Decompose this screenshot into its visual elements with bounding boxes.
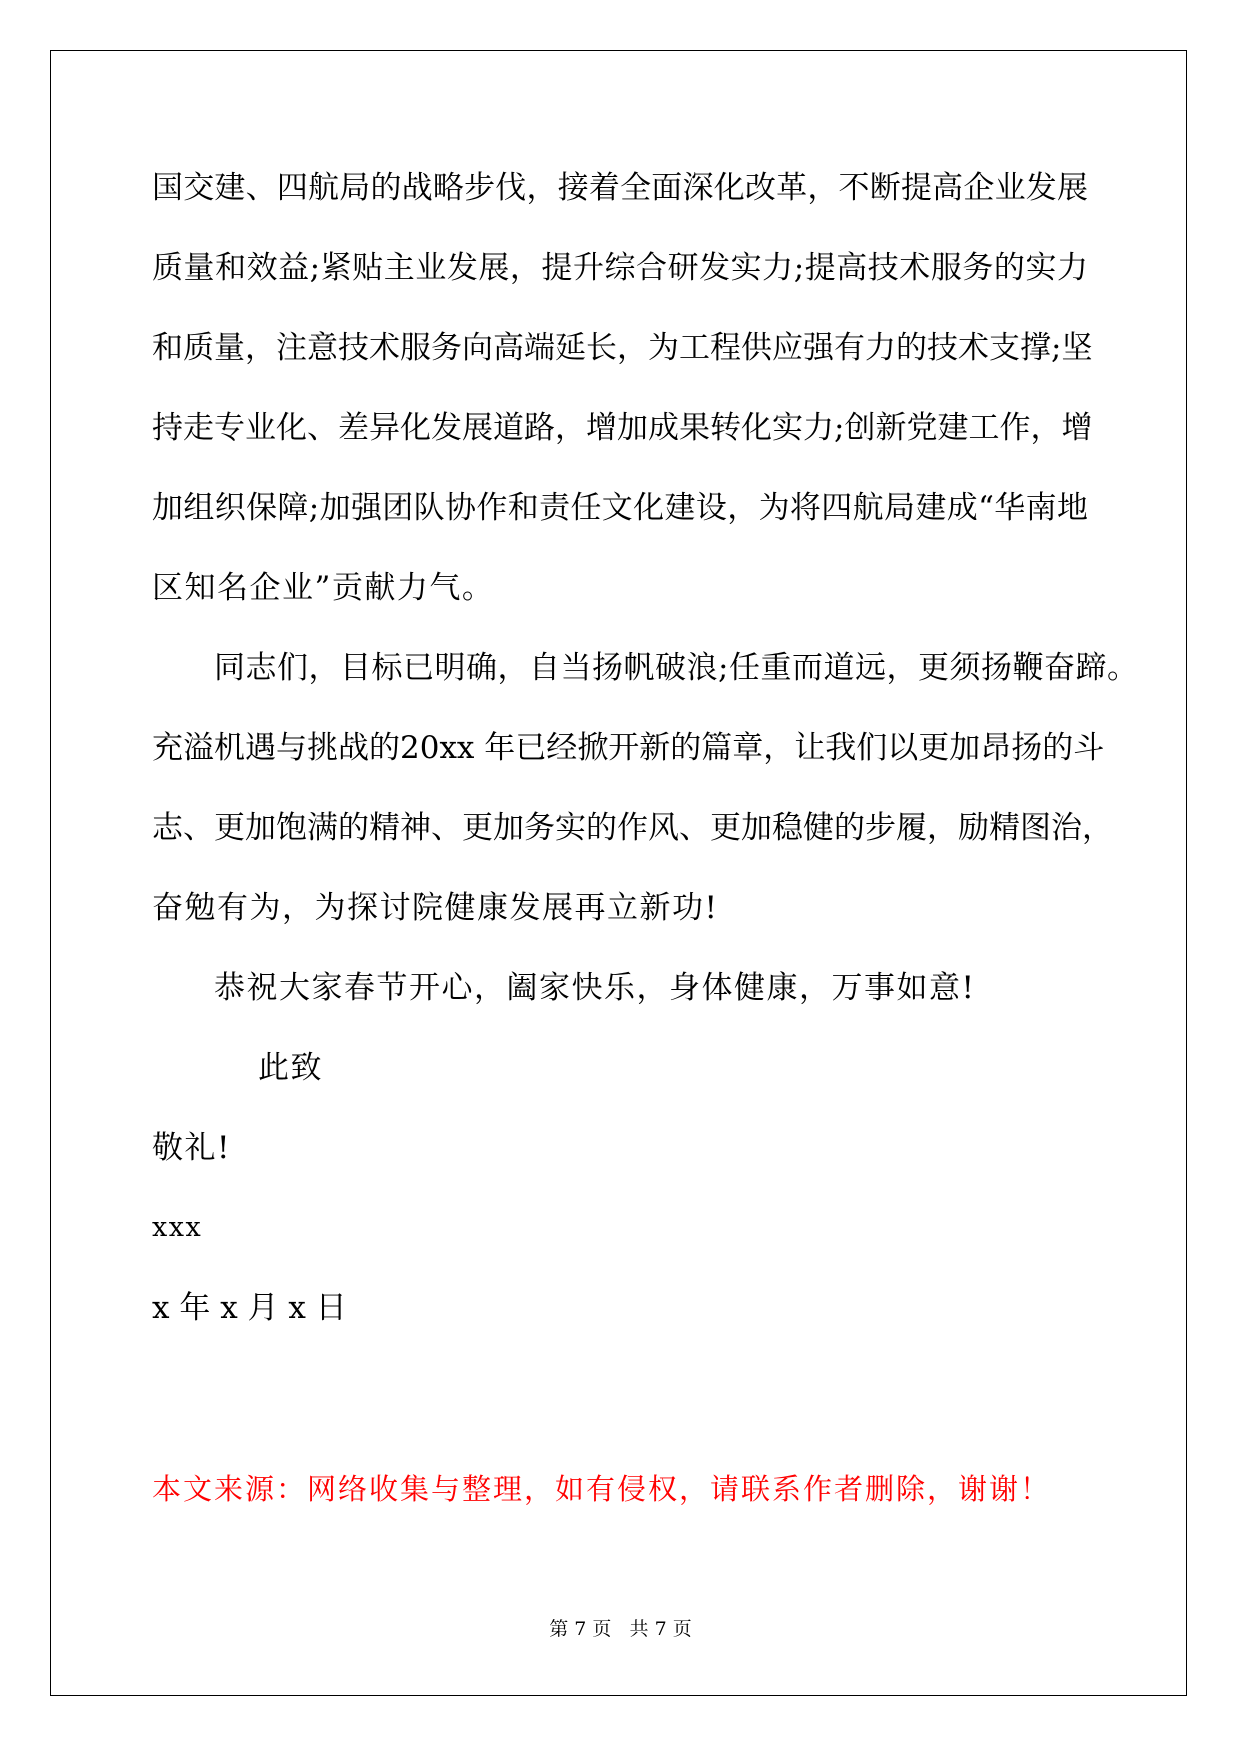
signature-name: xxx [152,1212,203,1243]
body-line-6: 区知名企业”贡献力气。 [152,570,495,606]
body-line-4: 持走专业化、差异化发展道路，增加成果转化实力;创新党建工作，增 [152,410,1093,446]
closing-salutation: 此致 [258,1050,323,1086]
body-line-8: 充溢机遇与挑战的20xx 年已经掀开新的篇章，让我们以更加昂扬的斗 [152,730,1105,766]
body-line-9: 志、更加饱满的精神、更加务实的作风、更加稳健的步履，励精图治， [152,810,1113,846]
body-line-3: 和质量，注意技术服务向高端延长，为工程供应强有力的技术支撑;坚 [152,330,1093,366]
body-line-2: 质量和效益;紧贴主业发展，提升综合研发实力;提高技术服务的实力 [152,250,1088,286]
page-border [50,50,1187,1696]
body-line-10: 奋勉有为，为探讨院健康发展再立新功! [152,890,719,926]
body-line-5: 加组织保障;加强团队协作和责任文化建设，为将四航局建成“华南地 [152,490,1088,526]
signature-date: x 年 x 月 x 日 [152,1290,347,1326]
greeting-line: 恭祝大家春节开心，阖家快乐，身体健康，万事如意! [214,970,976,1006]
closing-regards: 敬礼! [152,1130,231,1166]
body-line-7: 同志们，目标已明确，自当扬帆破浪;任重而道远，更须扬鞭奋蹄。 [214,650,1139,686]
body-line-1: 国交建、四航局的战略步伐，接着全面深化改革，不断提高企业发展 [152,170,1088,206]
source-note: 本文来源：网络收集与整理，如有侵权，请联系作者删除，谢谢！ [152,1472,1052,1506]
page-number: 第 7 页 共 7 页 [549,1618,692,1640]
